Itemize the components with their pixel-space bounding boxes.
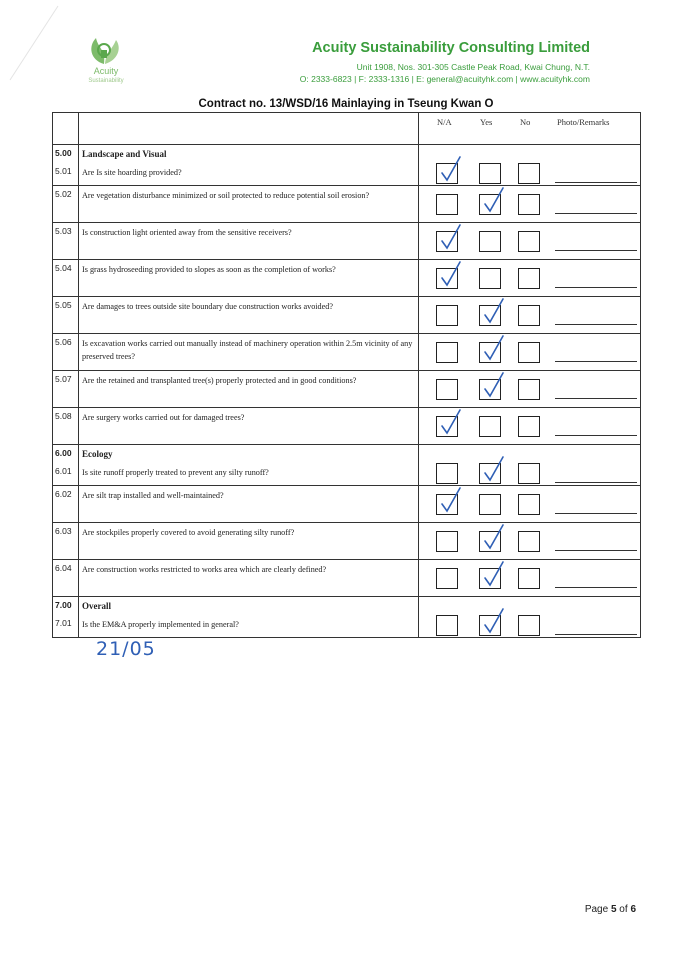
table-row xyxy=(53,560,641,597)
remarks-line xyxy=(555,482,637,483)
letterhead xyxy=(0,0,692,100)
question-text: Is the EM&A properly implemented in general? xyxy=(79,615,419,638)
checkbox-yes[interactable] xyxy=(479,163,501,184)
logo-subtitle: Sustainability xyxy=(88,78,124,84)
answer-cell xyxy=(419,560,641,597)
answer-cell xyxy=(419,615,641,638)
table-row xyxy=(53,463,641,486)
checkmark-icon xyxy=(438,260,464,288)
checkmark-icon xyxy=(438,486,464,514)
checkmark-icon xyxy=(438,155,464,183)
checkbox-na[interactable] xyxy=(436,615,458,636)
handwritten-date: 21/05 xyxy=(96,638,156,660)
address-line: Unit 1908, Nos. 301-305 Castle Peak Road, Kwai Chung, N.T. xyxy=(356,62,590,72)
col-no-label: No xyxy=(520,117,531,127)
checkbox-no[interactable] xyxy=(518,615,540,636)
checkbox-yes[interactable] xyxy=(479,494,501,515)
item-number: 6.04 xyxy=(53,560,79,597)
checkbox-na[interactable] xyxy=(436,194,458,215)
checkbox-no[interactable] xyxy=(518,305,540,326)
question-text: Are silt trap installed and well-maintained? xyxy=(79,486,419,523)
item-number: 5.04 xyxy=(53,260,79,297)
logo-name: Acuity xyxy=(93,66,119,76)
remarks-line xyxy=(555,398,637,399)
checkbox-na[interactable] xyxy=(436,531,458,552)
header-question-cell xyxy=(79,113,419,145)
section-title: Overall xyxy=(79,597,419,616)
remarks-line xyxy=(555,634,637,635)
table-row xyxy=(53,186,641,223)
table-row xyxy=(53,615,641,638)
contract-title: Contract no. 13/WSD/16 Mainlaying in Tseung Kwan O xyxy=(198,98,494,110)
answer-cell xyxy=(419,223,641,260)
col-yes-label: Yes xyxy=(480,117,493,127)
scan-mark xyxy=(0,0,70,90)
section-title: Ecology xyxy=(79,445,419,464)
section-row xyxy=(53,445,641,464)
checkbox-yes[interactable] xyxy=(479,416,501,437)
table-header-row xyxy=(53,113,641,145)
checkbox-no[interactable] xyxy=(518,416,540,437)
question-text: Is excavation works carried out manually instead of machinery operation within 2.5m vicinity of any preserved trees? xyxy=(79,334,419,371)
answer-cell xyxy=(419,163,641,186)
checkmark-icon xyxy=(438,223,464,251)
company-address xyxy=(300,61,590,85)
answer-cell xyxy=(419,597,641,616)
table-row xyxy=(53,297,641,334)
checklist-table xyxy=(52,112,641,638)
item-number: 5.07 xyxy=(53,371,79,408)
checkbox-no[interactable] xyxy=(518,163,540,184)
remarks-line xyxy=(555,324,637,325)
page-current: 5 xyxy=(610,904,617,915)
section-row xyxy=(53,145,641,164)
remarks-line xyxy=(555,250,637,251)
checkmark-icon xyxy=(481,560,507,588)
contact-line: O: 2333-6823 | F: 2333-1316 | E: general@acuityhk.com | www.acuityhk.com xyxy=(299,74,590,84)
question-text: Are vegetation disturbance minimized or soil protected to reduce potential soil erosion? xyxy=(79,186,419,223)
answer-cell xyxy=(419,523,641,560)
checkbox-no[interactable] xyxy=(518,379,540,400)
answer-cell xyxy=(419,297,641,334)
item-number: 7.01 xyxy=(53,615,79,638)
question-text: Are stockpiles properly covered to avoid generating silty runoff? xyxy=(79,523,419,560)
table-row xyxy=(53,334,641,371)
item-number: 5.02 xyxy=(53,186,79,223)
answer-cell xyxy=(419,486,641,523)
remarks-line xyxy=(555,182,637,183)
remarks-line xyxy=(555,213,637,214)
answer-cell xyxy=(419,186,641,223)
checkbox-no[interactable] xyxy=(518,568,540,589)
item-number: 6.03 xyxy=(53,523,79,560)
item-number: 5.01 xyxy=(53,163,79,186)
checkbox-no[interactable] xyxy=(518,231,540,252)
remarks-line xyxy=(555,361,637,362)
section-title: Landscape and Visual xyxy=(79,145,419,164)
question-text: Are damages to trees outside site boundary due construction works avoided? xyxy=(79,297,419,334)
page-number xyxy=(585,904,636,915)
question-text: Are surgery works carried out for damaged trees? xyxy=(79,408,419,445)
checkbox-no[interactable] xyxy=(518,194,540,215)
remarks-line xyxy=(555,513,637,514)
answer-cell xyxy=(419,334,641,371)
checkmark-icon xyxy=(438,408,464,436)
col-remarks-label: Photo/Remarks xyxy=(557,117,610,127)
checkmark-icon xyxy=(481,334,507,362)
table-row xyxy=(53,163,641,186)
checkmark-icon xyxy=(481,186,507,214)
item-number: 6.01 xyxy=(53,463,79,486)
logo-wordmark xyxy=(74,66,138,86)
item-number: 6.00 xyxy=(53,445,79,464)
page-total: 6 xyxy=(630,904,636,915)
checkbox-na[interactable] xyxy=(436,463,458,484)
answer-cell xyxy=(419,371,641,408)
checkbox-no[interactable] xyxy=(518,268,540,289)
page-prefix: Page xyxy=(584,904,611,915)
checkmark-icon xyxy=(481,371,507,399)
checkbox-na[interactable] xyxy=(436,568,458,589)
checkbox-no[interactable] xyxy=(518,494,540,515)
checkmark-icon xyxy=(481,523,507,551)
table-row xyxy=(53,371,641,408)
checkbox-na[interactable] xyxy=(436,379,458,400)
question-text: Are construction works restricted to works area which are clearly defined? xyxy=(79,560,419,597)
item-number: 5.03 xyxy=(53,223,79,260)
item-number: 5.06 xyxy=(53,334,79,371)
checkbox-no[interactable] xyxy=(518,463,540,484)
table-row xyxy=(53,486,641,523)
checkmark-icon xyxy=(481,297,507,325)
checkbox-no[interactable] xyxy=(518,342,540,363)
checkbox-no[interactable] xyxy=(518,531,540,552)
checkbox-na[interactable] xyxy=(436,305,458,326)
company-name: Acuity Sustainability Consulting Limited xyxy=(312,40,590,56)
remarks-line xyxy=(555,587,637,588)
header-answer-cell xyxy=(419,113,641,145)
checkmark-icon xyxy=(481,455,507,483)
item-number: 6.02 xyxy=(53,486,79,523)
checkbox-yes[interactable] xyxy=(479,231,501,252)
remarks-line xyxy=(555,435,637,436)
section-row xyxy=(53,597,641,616)
item-number: 7.00 xyxy=(53,597,79,616)
checkmark-icon xyxy=(481,607,507,635)
table-row xyxy=(53,260,641,297)
item-number: 5.00 xyxy=(53,145,79,164)
question-text: Is grass hydroseeding provided to slopes as soon as the completion of works? xyxy=(79,260,419,297)
answer-cell xyxy=(419,260,641,297)
answer-cell xyxy=(419,445,641,464)
col-na-label: N/A xyxy=(437,117,452,127)
question-text: Is construction light oriented away from the sensitive receivers? xyxy=(79,223,419,260)
table-row xyxy=(53,408,641,445)
table-row xyxy=(53,523,641,560)
answer-cell xyxy=(419,408,641,445)
remarks-line xyxy=(555,287,637,288)
question-text: Are the retained and transplanted tree(s) properly protected and in good conditions? xyxy=(79,371,419,408)
remarks-line xyxy=(555,550,637,551)
table-row xyxy=(53,223,641,260)
answer-cell xyxy=(419,463,641,486)
checkbox-yes[interactable] xyxy=(479,268,501,289)
item-number: 5.05 xyxy=(53,297,79,334)
question-text: Are Is site hoarding provided? xyxy=(79,163,419,186)
header-num-cell xyxy=(53,113,79,145)
question-text: Is site runoff properly treated to prevent any silty runoff? xyxy=(79,463,419,486)
item-number: 5.08 xyxy=(53,408,79,445)
checkbox-na[interactable] xyxy=(436,342,458,363)
page-sep: of xyxy=(616,904,631,915)
